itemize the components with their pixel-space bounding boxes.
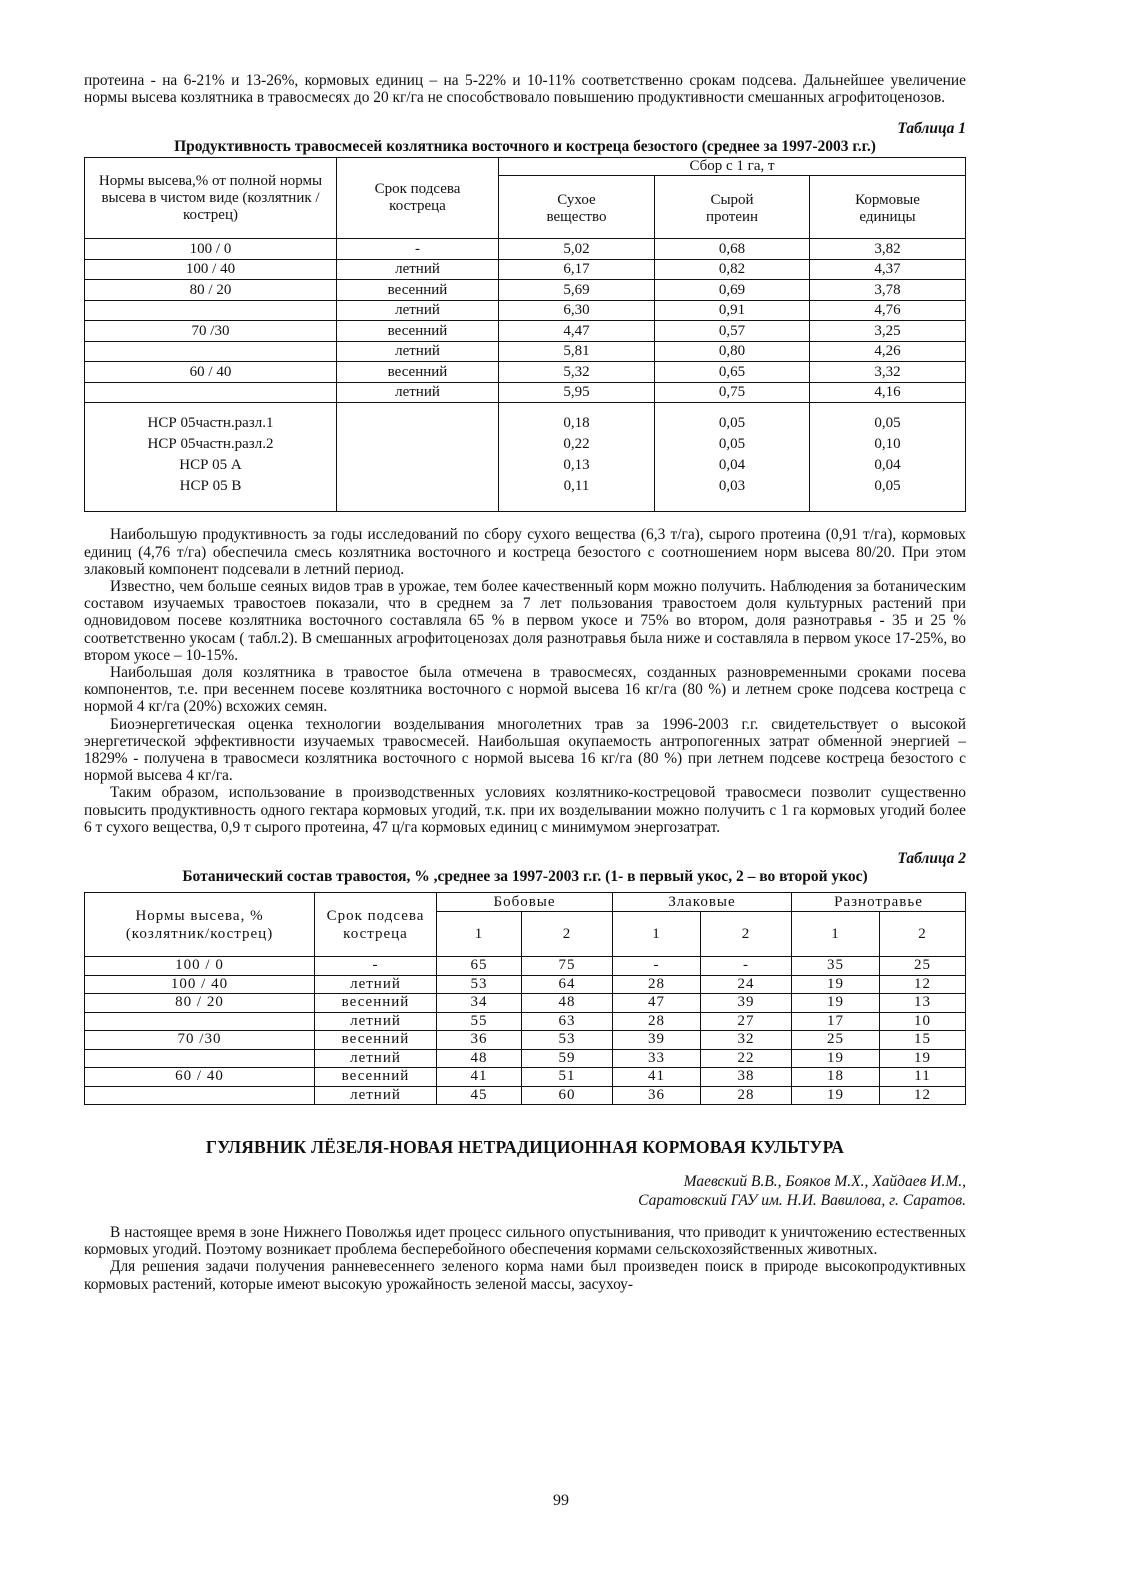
t2-cell-norm — [85, 1012, 315, 1031]
t1-cell-units: 3,25 — [810, 321, 966, 342]
article-authors — [84, 1172, 966, 1210]
table-row — [85, 1068, 966, 1087]
table-row — [85, 1031, 966, 1050]
t1-hcp-label: НСР 05частн.разл.1 — [147, 415, 274, 432]
t2-cell-norm: 60 / 40 — [85, 1068, 315, 1087]
t2-cell-term: летний — [315, 1049, 437, 1068]
t2-cell-value: 53 — [437, 975, 522, 994]
table-row — [85, 1086, 966, 1105]
t2-cell-norm: 100 / 40 — [85, 975, 315, 994]
table2-caption: Таблица 2 — [897, 850, 966, 868]
t2-cell-value: 28 — [701, 1086, 792, 1105]
t1-cell-dry: 5,95 — [499, 382, 655, 403]
t1-cell-units: 3,82 — [810, 239, 966, 260]
t1-cell-units: 3,78 — [810, 280, 966, 301]
t2-cell-value: 41 — [437, 1068, 522, 1087]
t2-header-term: Срок подсева костреца — [315, 893, 437, 957]
t2-header-norm: Нормы высева, % (козлятник/кострец) — [85, 893, 315, 957]
t2-cell-value: 15 — [880, 1031, 966, 1050]
t1-hcp-value: 0,11 — [563, 478, 590, 495]
t2-cell-value: 25 — [880, 957, 966, 976]
t2-cell-term: - — [315, 957, 437, 976]
t2-cell-value: 65 — [437, 957, 522, 976]
t1-cell-protein: 0,91 — [655, 300, 810, 321]
t1-cell-term: весенний — [337, 362, 499, 383]
t1-header-dry: Сухое вещество — [499, 176, 655, 239]
t1-cell-norm: 100 / 40 — [85, 259, 337, 280]
t1-hcp-label: НСР 05частн.разл.2 — [147, 436, 274, 453]
t2-cell-value: 28 — [613, 1012, 701, 1031]
author-names: Маевский В.В., Бояков М.Х., Хайдаев И.М., — [683, 1173, 966, 1191]
t2-header-legumes: Бобовые — [437, 893, 613, 912]
t2-header-forbs: Разнотравье — [792, 893, 966, 912]
t2-cell-norm: 80 / 20 — [85, 994, 315, 1013]
t2-cell-value: 55 — [437, 1012, 522, 1031]
table-row — [85, 994, 966, 1013]
t2-cell-norm — [85, 1049, 315, 1068]
t1-cell-norm: 60 / 40 — [85, 362, 337, 383]
table-row — [85, 1012, 966, 1031]
t2-cell-value: 48 — [522, 994, 613, 1013]
t1-cell-protein: 0,57 — [655, 321, 810, 342]
t2-cell-value: - — [701, 957, 792, 976]
table-row — [85, 259, 966, 280]
t1-cell-protein: 0,69 — [655, 280, 810, 301]
t2-cell-value: 12 — [880, 1086, 966, 1105]
t2-cell-value: 22 — [701, 1049, 792, 1068]
t2-cell-value: 35 — [792, 957, 880, 976]
t1-cell-norm: 100 / 0 — [85, 239, 337, 260]
t1-cell-units: 4,37 — [810, 259, 966, 280]
t1-cell-norm: 80 / 20 — [85, 280, 337, 301]
t1-cell-units: 4,26 — [810, 341, 966, 362]
t1-cell-dry: 5,02 — [499, 239, 655, 260]
table2 — [84, 892, 966, 1105]
t2-cell-value: 17 — [792, 1012, 880, 1031]
t1-hcp-value: 0,05 — [874, 415, 901, 432]
t2-cell-value: 27 — [701, 1012, 792, 1031]
t2-cell-term: весенний — [315, 994, 437, 1013]
t1-cell-protein: 0,80 — [655, 341, 810, 362]
t1-cell-dry: 5,81 — [499, 341, 655, 362]
t1-cell-protein: 0,82 — [655, 259, 810, 280]
t2-cell-value: 51 — [522, 1068, 613, 1087]
page-content — [84, 72, 966, 1293]
t1-header-yield: Сбор с 1 га, т — [499, 158, 966, 176]
t2-cell-value: 33 — [613, 1049, 701, 1068]
t1-cell-term: летний — [337, 300, 499, 321]
t1-cell-term: - — [337, 239, 499, 260]
t1-cell-units: 4,16 — [810, 382, 966, 403]
t1-cell-term: летний — [337, 341, 499, 362]
article-paragraph: В настоящее время в зоне Нижнего Поволжья идет процесс сильного опустынивания, что приводит к уничтожению естественных кормовых угодий. Поэтому возникает проблема бесперебойного обеспечения кормами сельскохозяйственных животных. — [84, 1224, 966, 1259]
t2-cell-value: 39 — [613, 1031, 701, 1050]
t1-cell-norm — [85, 382, 337, 403]
t2-cell-value: 12 — [880, 975, 966, 994]
t2-cell-value: 47 — [613, 994, 701, 1013]
t2-cell-value: 19 — [880, 1049, 966, 1068]
t1-hcp-labels — [85, 403, 337, 512]
t1-cell-term: летний — [337, 382, 499, 403]
table2-title: Ботанический состав травостоя, % ,среднее за 1997-2003 г.г. (1- в первый укос, 2 – во второй укос) — [182, 868, 868, 886]
t1-cell-norm: 70 /30 — [85, 321, 337, 342]
t1-cell-units: 3,32 — [810, 362, 966, 383]
article-paragraph: Для решения задачи получения ранневесеннего зеленого корма нами был произведен поиск в природе высокопродуктивных кормовых растений, которые имеют высокую урожайность зеленой массы, засухоу- — [84, 1258, 966, 1293]
t1-hcp-label: НСР 05 А — [179, 457, 242, 474]
t1-header-units: Кормовые единицы — [810, 176, 966, 239]
t1-cell-dry: 6,30 — [499, 300, 655, 321]
t1-header-protein: Сырой протеин — [655, 176, 810, 239]
t2-header-sub: 1 — [437, 912, 522, 957]
t2-cell-value: 48 — [437, 1049, 522, 1068]
article-title: ГУЛЯВНИК ЛЁЗЕЛЯ-НОВАЯ НЕТРАДИЦИОННАЯ КОРМОВАЯ КУЛЬТУРА — [205, 1137, 845, 1158]
author-affiliation: Саратовский ГАУ им. Н.И. Вавилова, г. Саратов. — [638, 1192, 966, 1210]
table-row — [85, 362, 966, 383]
t1-header-term: Срок подсева костреца — [337, 158, 499, 239]
t2-cell-term: летний — [315, 1012, 437, 1031]
t1-cell-term: весенний — [337, 321, 499, 342]
table-row — [85, 300, 966, 321]
t1-hcp-protein — [655, 403, 810, 512]
t1-cell-protein: 0,65 — [655, 362, 810, 383]
t2-cell-value: 19 — [792, 1086, 880, 1105]
t1-hcp-value: 0,05 — [874, 478, 901, 495]
t2-header-sub: 1 — [613, 912, 701, 957]
t1-hcp-value: 0,22 — [563, 436, 590, 453]
t1-hcp-label: НСР 05 В — [179, 478, 242, 495]
table1-title: Продуктивность травосмесей козлятника восточного и костреца безостого (среднее за 1997-2003 г.г.) — [174, 138, 876, 156]
t2-cell-value: 32 — [701, 1031, 792, 1050]
t1-cell-dry: 5,69 — [499, 280, 655, 301]
t1-hcp-value: 0,05 — [718, 436, 746, 453]
body-paragraph: Таким образом, использование в производственных условиях козлятнико-кострецовой травосмеси позволит существенно повысить продуктивность одного гектара кормовых угодий, т.к. при их возделывании можно получить с 1 га кормовых угодий более 6 т сухого вещества, 0,9 т сырого протеина, 47 ц/га кормовых единиц с минимумом энергозатрат. — [84, 784, 966, 836]
table1 — [84, 157, 966, 512]
t2-cell-value: 24 — [701, 975, 792, 994]
t1-hcp-value: 0,10 — [874, 436, 901, 453]
t2-cell-value: 11 — [880, 1068, 966, 1087]
t1-cell-units: 4,76 — [810, 300, 966, 321]
t1-hcp-value: 0,05 — [718, 415, 746, 432]
t2-cell-value: 63 — [522, 1012, 613, 1031]
table-row — [85, 321, 966, 342]
table-row — [85, 957, 966, 976]
body-paragraph: Известно, чем больше сеяных видов трав в урожае, тем более качественный корм можно получить. Наблюдения за ботаническим составом изучаемых травостоев показали, что в среднем за 7 лет пользования травостоем доля культурных растений при одновидовом посеве козлятника восточного составляла 65 % в первом укосе и 75% во втором, доля разнотравья - 35 и 25 % соответственно укосам ( табл.2). В смешанных агрофитоценозах доля разнотравья была ниже и составляла в первом укосе 17-25%, во втором укосе – 10-15%. — [84, 578, 966, 664]
body-paragraph: Биоэнергетическая оценка технологии возделывания многолетних трав за 1996-2003 г.г. свидетельствует о высокой энергетической эффективности изучаемых травосмесей. Наибольшая окупаемость антропогенных затрат обменной энергией – 1829% - получена в травосмеси козлятника восточного с нормой высева 16 кг/га (80 %) при летнем подсеве костреца безостого с нормой высева 4 кг/га. — [84, 715, 966, 785]
t2-cell-value: 45 — [437, 1086, 522, 1105]
t1-hcp-value: 0,18 — [563, 415, 590, 432]
t1-header-norm: Нормы высева,% от полной нормы высева в чистом виде (козлятник / кострец) — [85, 158, 337, 239]
t2-cell-term: весенний — [315, 1031, 437, 1050]
table-row — [85, 280, 966, 301]
t2-cell-value: 38 — [701, 1068, 792, 1087]
t2-cell-value: 60 — [522, 1086, 613, 1105]
t1-hcp-units — [810, 403, 966, 512]
t2-header-sub: 2 — [880, 912, 966, 957]
body-paragraph: Наибольшая доля козлятника в травостое была отмечена в травосмесях, созданных разновременными сроками посева компонентов, т.е. при весеннем посеве козлятника восточного с нормой высева 16 кг/га (80 %) и летнем сроке подсева костреца с нормой 4 кг/га (20%) всхожих семян. — [84, 664, 966, 716]
t1-hcp-value: 0,04 — [874, 457, 901, 474]
body-paragraph: Наибольшую продуктивность за годы исследований по сбору сухого вещества (6,3 т/га), сырого протеина (0,91 т/га), кормовых единиц (4,76 т/га) обеспечила смесь козлятника восточного и костреца безостого с соотношением норм высева 80/20. При этом злаковый компонент подсевали в летний период. — [84, 526, 966, 578]
t2-header-sub: 1 — [792, 912, 880, 957]
t2-cell-value: 13 — [880, 994, 966, 1013]
t1-cell-protein: 0,75 — [655, 382, 810, 403]
t2-cell-term: летний — [315, 1086, 437, 1105]
t1-cell-dry: 4,47 — [499, 321, 655, 342]
t1-cell-dry: 5,32 — [499, 362, 655, 383]
t2-cell-norm: 100 / 0 — [85, 957, 315, 976]
t1-hcp-value: 0,03 — [718, 478, 746, 495]
t2-header-grasses: Злаковые — [613, 893, 792, 912]
t2-cell-norm — [85, 1086, 315, 1105]
t2-cell-value: 19 — [792, 975, 880, 994]
t2-cell-value: 75 — [522, 957, 613, 976]
t2-cell-value: 36 — [437, 1031, 522, 1050]
t2-header-sub: 2 — [701, 912, 792, 957]
table1-caption: Таблица 1 — [897, 120, 966, 138]
t1-cell-term: летний — [337, 259, 499, 280]
t2-cell-value: 39 — [701, 994, 792, 1013]
table-row — [85, 239, 966, 260]
t1-hcp-term — [337, 403, 499, 512]
t2-cell-value: 10 — [880, 1012, 966, 1031]
table-row — [85, 341, 966, 362]
t1-cell-term: весенний — [337, 280, 499, 301]
t2-cell-value: 41 — [613, 1068, 701, 1087]
t1-hcp-row — [85, 403, 966, 512]
t2-cell-value: 59 — [522, 1049, 613, 1068]
t2-cell-value: 18 — [792, 1068, 880, 1087]
page-number: 99 — [553, 1492, 569, 1509]
t2-cell-norm: 70 /30 — [85, 1031, 315, 1050]
t2-cell-term: весенний — [315, 1068, 437, 1087]
table-row — [85, 1049, 966, 1068]
t2-cell-value: 19 — [792, 994, 880, 1013]
t1-cell-dry: 6,17 — [499, 259, 655, 280]
t2-cell-value: 28 — [613, 975, 701, 994]
t1-hcp-value: 0,04 — [718, 457, 746, 474]
t2-cell-value: 19 — [792, 1049, 880, 1068]
t1-cell-norm — [85, 341, 337, 362]
t1-hcp-dry — [499, 403, 655, 512]
t2-cell-value: - — [613, 957, 701, 976]
t2-cell-value: 25 — [792, 1031, 880, 1050]
t2-cell-term: летний — [315, 975, 437, 994]
t2-header-sub: 2 — [522, 912, 613, 957]
t1-hcp-value: 0,13 — [563, 457, 590, 474]
t1-cell-norm — [85, 300, 337, 321]
t2-cell-value: 53 — [522, 1031, 613, 1050]
table-row — [85, 975, 966, 994]
intro-paragraph: протеина - на 6-21% и 13-26%, кормовых единиц – на 5-22% и 10-11% соответственно срокам подсева. Дальнейшее увеличение нормы высева козлятника в травосмесях до 20 кг/га не способствовало повышению продуктивности смешанных агрофитоценозов. — [84, 72, 966, 107]
t2-cell-value: 64 — [522, 975, 613, 994]
t2-cell-value: 34 — [437, 994, 522, 1013]
t1-cell-protein: 0,68 — [655, 239, 810, 260]
table-row — [85, 382, 966, 403]
t2-cell-value: 36 — [613, 1086, 701, 1105]
